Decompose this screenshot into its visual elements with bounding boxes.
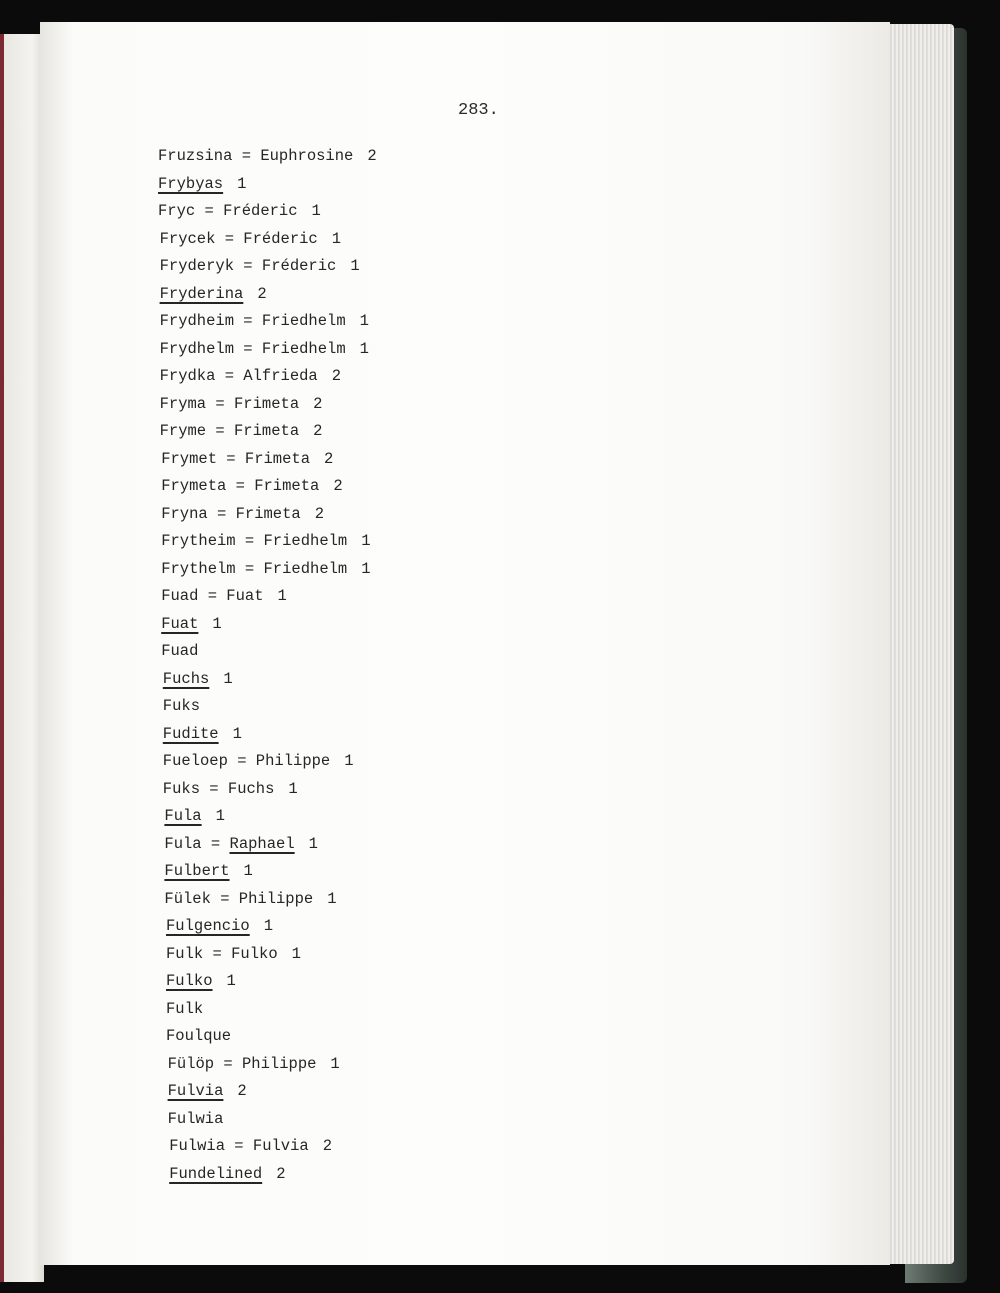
entry-count: 1 bbox=[330, 1054, 340, 1073]
entry-count: 1 bbox=[232, 724, 242, 743]
index-entry bbox=[158, 255, 758, 283]
entry-count: 2 bbox=[257, 284, 267, 303]
entry-count: 1 bbox=[327, 889, 337, 908]
index-entry bbox=[158, 1080, 758, 1108]
entry-count: 2 bbox=[237, 1082, 247, 1100]
entry-count: 1 bbox=[277, 587, 287, 605]
entry-name: Fryna = Frimeta bbox=[161, 504, 301, 523]
entry-name: Fulgencio bbox=[166, 917, 250, 935]
entry-count: 1 bbox=[359, 339, 369, 358]
entry-name: Frydheim = Friedhelm bbox=[159, 312, 346, 330]
entry-name: Fryderyk = Fréderic bbox=[159, 257, 337, 275]
index-entry bbox=[158, 613, 758, 641]
entry-name: Fruzsina = Euphrosine bbox=[158, 147, 354, 165]
entry-name: Fuks bbox=[162, 697, 201, 715]
entry-name: Frymet = Frimeta bbox=[161, 449, 311, 468]
index-entry bbox=[158, 640, 758, 668]
index-entry bbox=[158, 860, 758, 888]
index-entry bbox=[158, 228, 758, 256]
index-entry bbox=[158, 503, 758, 531]
index-entry bbox=[158, 1135, 758, 1163]
entry-name: Frycek = Fréderic bbox=[159, 229, 318, 248]
index-entry bbox=[158, 695, 758, 723]
entry-name: Fuad = Fuat bbox=[161, 587, 264, 605]
index-entry bbox=[158, 943, 758, 971]
index-entry bbox=[158, 1163, 758, 1191]
entry-count: 1 bbox=[223, 669, 233, 688]
entry-count: 2 bbox=[367, 147, 377, 165]
entry-count: 2 bbox=[322, 1137, 333, 1155]
entry-count: 1 bbox=[212, 614, 222, 633]
entry-count: 1 bbox=[311, 202, 321, 220]
entry-count: 1 bbox=[331, 229, 342, 248]
index-entry bbox=[158, 778, 758, 806]
index-entry bbox=[158, 970, 758, 998]
entry-name: Frytheim = Friedhelm bbox=[161, 532, 348, 550]
entry-name: Fulbert bbox=[164, 862, 230, 880]
page-number: 283. bbox=[458, 101, 499, 120]
entry-name: Fryc = Fréderic bbox=[158, 202, 298, 220]
entry-name: Fuks = Fuchs bbox=[162, 779, 275, 798]
index-entry bbox=[158, 750, 758, 778]
entry-name: Frythelm = Friedhelm bbox=[161, 559, 348, 578]
entry-count: 1 bbox=[350, 257, 360, 275]
entry-count: 1 bbox=[243, 862, 253, 880]
index-entry bbox=[158, 338, 758, 366]
entry-name: Fuad bbox=[161, 642, 199, 660]
index-entry bbox=[158, 585, 758, 613]
index-entry bbox=[158, 558, 758, 586]
entry-count: 1 bbox=[344, 752, 354, 770]
entry-count: 1 bbox=[215, 807, 225, 825]
entry-name: Fula bbox=[164, 807, 202, 825]
index-entry bbox=[158, 365, 758, 393]
entry-count: 1 bbox=[308, 834, 318, 853]
entry-name: Fuchs bbox=[162, 669, 210, 688]
index-entry bbox=[158, 805, 758, 833]
entry-name: Foulque bbox=[166, 1027, 232, 1045]
index-entry bbox=[158, 448, 758, 476]
entry-name: Fulk bbox=[166, 999, 204, 1018]
entry-name: Frybyas bbox=[158, 174, 224, 193]
index-entry bbox=[158, 173, 758, 201]
index-entry bbox=[158, 1053, 758, 1081]
entry-name: Fueloep = Philippe bbox=[162, 752, 331, 770]
index-entry bbox=[158, 668, 758, 696]
entry-count: 2 bbox=[313, 394, 323, 413]
index-entry bbox=[158, 393, 758, 421]
entry-count: 1 bbox=[361, 559, 371, 578]
entry-name: Fundelined bbox=[169, 1164, 263, 1183]
entry-count: 1 bbox=[361, 532, 371, 550]
entry-name: Frydhelm = Friedhelm bbox=[159, 339, 346, 358]
entry-name: Fülek = Philippe bbox=[164, 889, 314, 908]
name-index-list bbox=[158, 145, 758, 1190]
entry-count: 1 bbox=[288, 779, 298, 798]
entry-count: 1 bbox=[291, 944, 301, 963]
entry-count: 1 bbox=[237, 174, 247, 193]
entry-name: Fulk = Fulko bbox=[166, 944, 278, 963]
entry-name: Fulwia bbox=[167, 1109, 224, 1128]
entry-count: 1 bbox=[359, 312, 369, 330]
index-entry bbox=[158, 888, 758, 916]
entry-count: 2 bbox=[276, 1164, 286, 1183]
index-entry bbox=[158, 475, 758, 503]
entry-name: Fulvia bbox=[167, 1082, 224, 1100]
entry-name: Fryme = Frimeta bbox=[159, 422, 300, 440]
entry-name: Frymeta = Frimeta bbox=[161, 477, 320, 495]
index-entry bbox=[158, 420, 758, 448]
index-entry bbox=[158, 915, 758, 943]
entry-name: Fulwia = Fulvia bbox=[169, 1137, 309, 1155]
index-entry bbox=[158, 145, 758, 173]
index-entry bbox=[158, 283, 758, 311]
left-page-edge bbox=[0, 34, 44, 1282]
entry-name: Fryderina bbox=[159, 284, 244, 303]
index-entry bbox=[158, 1025, 758, 1053]
entry-count: 1 bbox=[226, 972, 236, 990]
entry-name: Fula = Raphael bbox=[164, 834, 295, 853]
index-entry bbox=[158, 723, 758, 751]
entry-count: 2 bbox=[333, 477, 343, 495]
entry-name: Fudite bbox=[162, 724, 219, 743]
index-entry bbox=[158, 310, 758, 338]
index-entry bbox=[158, 998, 758, 1026]
entry-count: 2 bbox=[314, 504, 325, 523]
index-entry bbox=[158, 530, 758, 558]
entry-name: Fryma = Frimeta bbox=[159, 394, 300, 413]
entry-name: Fülöp = Philippe bbox=[167, 1054, 317, 1073]
entry-count: 2 bbox=[331, 367, 342, 385]
entry-name: Fuat bbox=[161, 614, 199, 633]
index-entry bbox=[158, 1108, 758, 1136]
index-entry bbox=[158, 200, 758, 228]
index-entry bbox=[158, 833, 758, 861]
entry-count: 2 bbox=[324, 449, 334, 468]
entry-count: 2 bbox=[313, 422, 323, 440]
entry-name: Fulko bbox=[166, 972, 213, 990]
entry-count: 1 bbox=[263, 917, 274, 935]
entry-name: Frydka = Alfrieda bbox=[159, 367, 318, 385]
